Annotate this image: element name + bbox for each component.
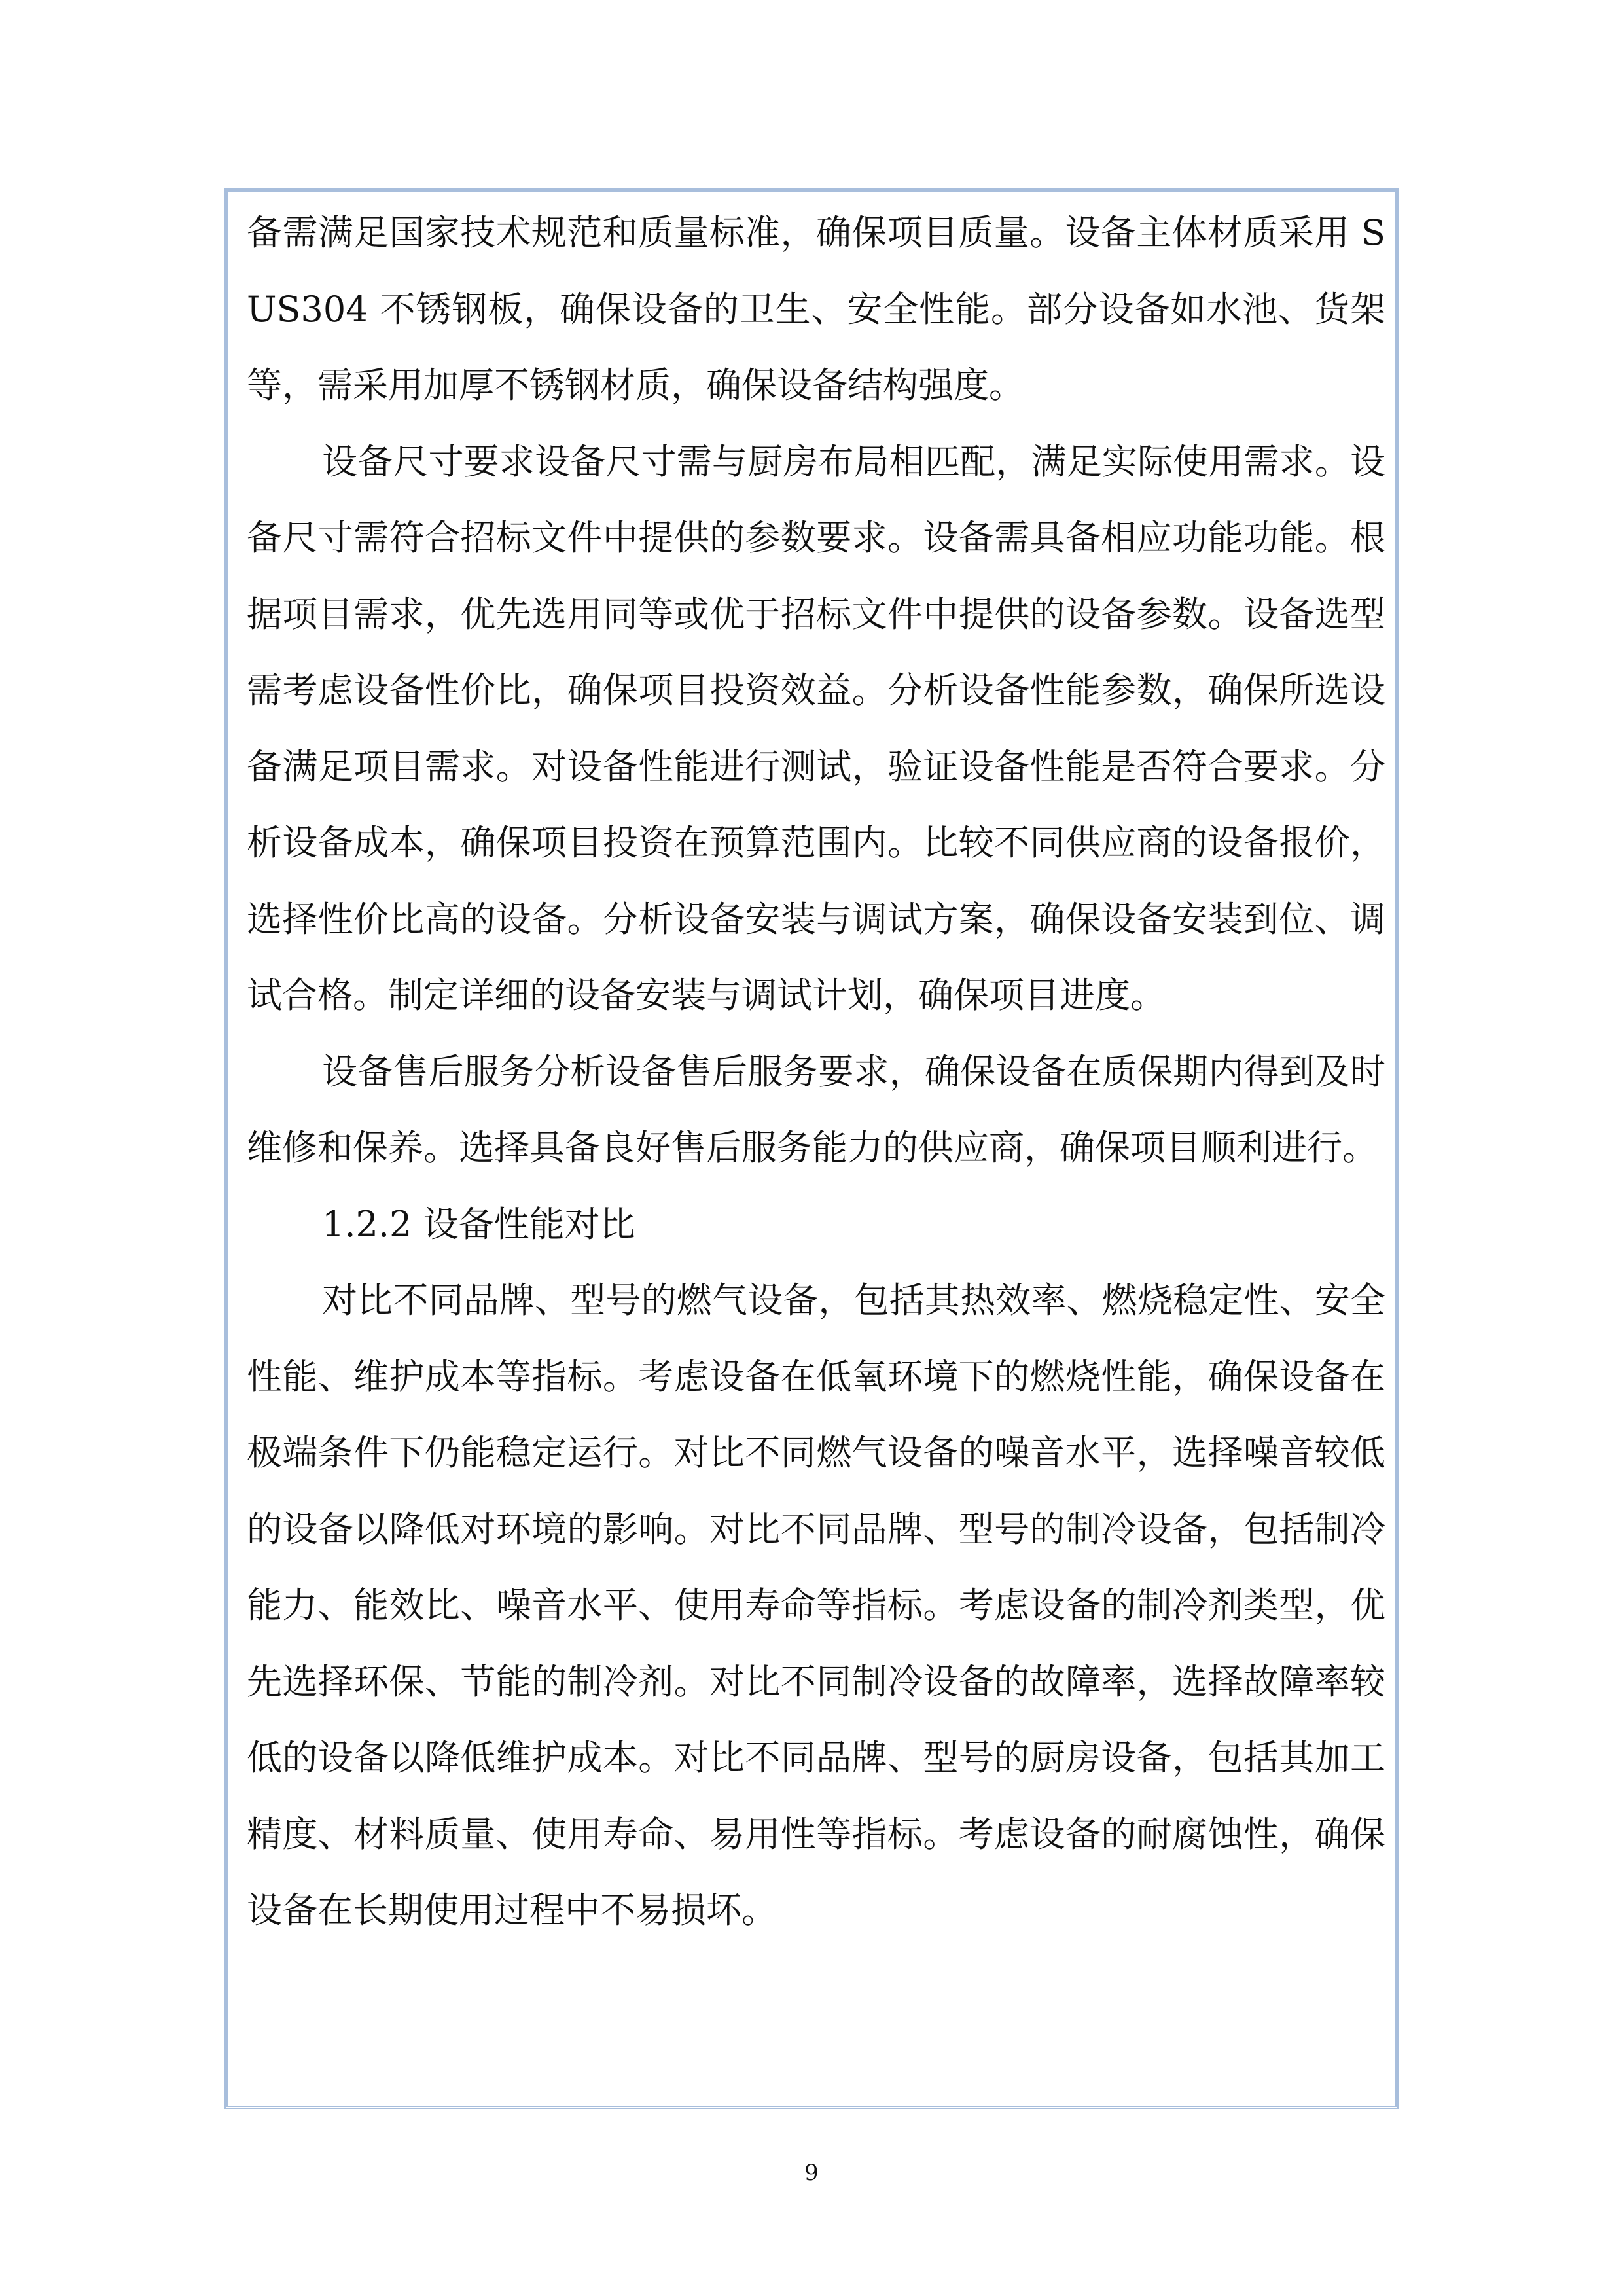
section-heading: 1.2.2 设备性能对比	[322, 1203, 635, 1245]
paragraph-equipment-size: 设备尺寸要求设备尺寸需与厨房布局相匹配，满足实际使用需求。设备尺寸需符合招标文件中提供的参数要求。设备需具备相应功能功能。根据项目需求，优先选用同等或优于招标文件中提供的设备参数。设备选型需考虑设备性价比，确保项目投资效益。分析设备性能参数，确保所选设备满足项目需求。对设备性能进行测试，验证设备性能是否符合要求。分析设备成本，确保项目投资在预算范围内。比较不同供应商的设备报价，选择性价比高的设备。分析设备安装与调试方案，确保设备安装到位、调试合格。制定详细的设备安装与调试计划，确保项目进度。	[247, 440, 1385, 1016]
paragraph-continued: 备需满足国家技术规范和质量标准，确保项目质量。设备主体材质采用 SUS304 不锈钢板，确保设备的卫生、安全性能。部分设备如水池、货架等，需采用加厚不锈钢材质，确保设备结构强度。	[247, 212, 1385, 406]
paragraph-performance-comparison: 对比不同品牌、型号的燃气设备，包括其热效率、燃烧稳定性、安全性能、维护成本等指标。考虑设备在低氧环境下的燃烧性能，确保设备在极端条件下仍能稳定运行。对比不同燃气设备的噪音水平，选择噪音较低的设备以降低对环境的影响。对比不同品牌、型号的制冷设备，包括制冷能力、能效比、噪音水平、使用寿命等指标。考虑设备的制冷剂类型，优先选择环保、节能的制冷剂。对比不同制冷设备的故障率，选择故障率较低的设备以降低维护成本。对比不同品牌、型号的厨房设备，包括其加工精度、材料质量、使用寿命、易用性等指标。考虑设备的耐腐蚀性，确保设备在长期使用过程中不易损坏。	[247, 1280, 1385, 1931]
paragraph-after-sales-service: 设备售后服务分析设备售后服务要求，确保设备在质保期内得到及时维修和保养。选择具备良好售后服务能力的供应商，确保项目顺利进行。	[247, 1050, 1385, 1168]
document-body	[247, 195, 1385, 1949]
page-number: 9	[804, 2160, 819, 2186]
